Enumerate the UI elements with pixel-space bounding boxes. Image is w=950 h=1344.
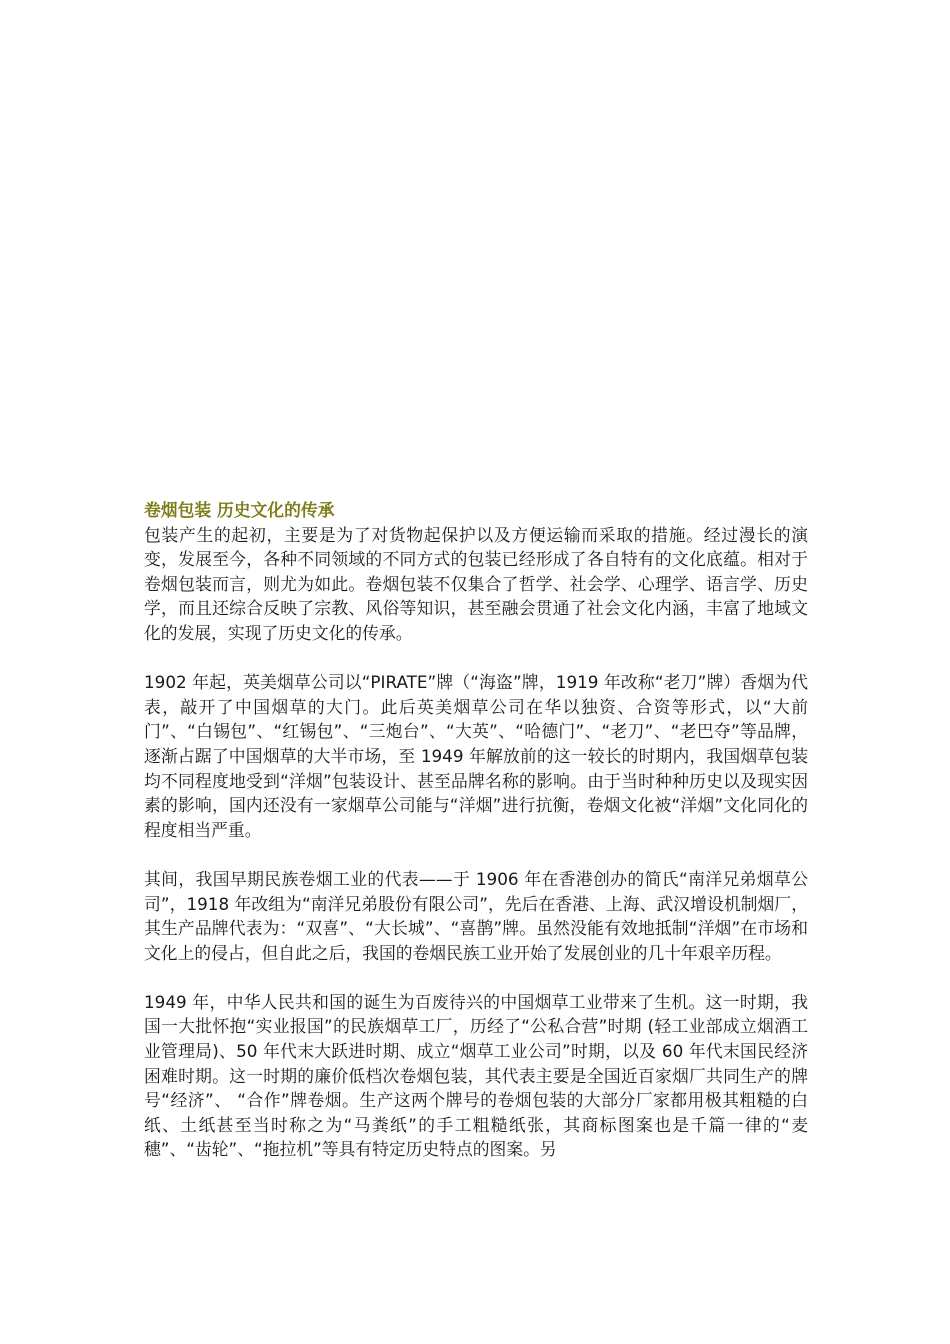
- paragraph-1949: 1949 年，中华人民共和国的诞生为百废待兴的中国烟草工业带来了生机。这一时期，我国一大批怀抱“实业报国”的民族烟草工厂，历经了“公私合营”时期 (轻工业部成立烟酒工业管理局)、50 年代末大跃进时期、成立“烟草工业公司”时期，以及 60 年代末国民经济困难时期。这一时期的廉价低档次卷烟包装，其代表主要是全国近百家烟厂共同生产的牌号“经济”、 “合作”牌卷烟。生产这两个牌号的卷烟包装的大部分厂家都用极其粗糙的白纸、土纸甚至当时称之为“马粪纸”的手工粗糙纸张，其商标图案也是千篇一律的“麦穗”、“齿轮”、“拖拉机”等具有特定历史特点的图案。另: [144, 991, 808, 1160]
- paragraph-1902: 1902 年起，英美烟草公司以“PIRATE”牌（“海盗”牌，1919 年改称“老刀”牌）香烟为代表，敲开了中国烟草的大门。此后英美烟草公司在华以独资、合资等形式，以“大前门”、“白锡包”、“红锡包”、“三炮台”、“大英”、“哈德门”、“老刀”、“老巴夺”等品牌，逐渐占踞了中国烟草的大半市场，至 1949 年解放前的这一较长的时期内，我国烟草包装均不同程度地受到“洋烟”包装设计、甚至品牌名称的影响。由于当时种种历史以及现实因素的影响，国内还没有一家烟草公司能与“洋烟”进行抗衡，卷烟文化被“洋烟”文化同化的程度相当严重。: [144, 672, 808, 840]
- paragraph-nanyang: 其间，我国早期民族卷烟工业的代表——于 1906 年在香港创办的简氏“南洋兄弟烟草公司”，1918 年改组为“南洋兄弟股份有限公司”，先后在香港、上海、武汉增设机制烟厂，其生产品牌代表为：“双喜”、“大长城”、“喜鹊”牌。虽然没能有效地抵制“洋烟”在市场和文化上的侵占，但自此之后，我国的卷烟民族工业开始了发展创业的几十年艰辛历程。: [144, 868, 808, 963]
- paragraph-intro: 包装产生的起初，主要是为了对货物起保护以及方便运输而采取的措施。经过漫长的演变，发展至今，各种不同领域的不同方式的包装已经形成了各自特有的文化底蕴。相对于卷烟包装而言，则尤为如此。卷烟包装不仅集合了哲学、社会学、心理学、语言学、历史学，而且还综合反映了宗教、风俗等知识，甚至融会贯通了社会文化内涵，丰富了地域文化的发展，实现了历史文化的传承。: [144, 524, 808, 643]
- section-heading: 卷烟包装 历史文化的传承: [144, 500, 335, 520]
- document-body: [144, 498, 808, 1187]
